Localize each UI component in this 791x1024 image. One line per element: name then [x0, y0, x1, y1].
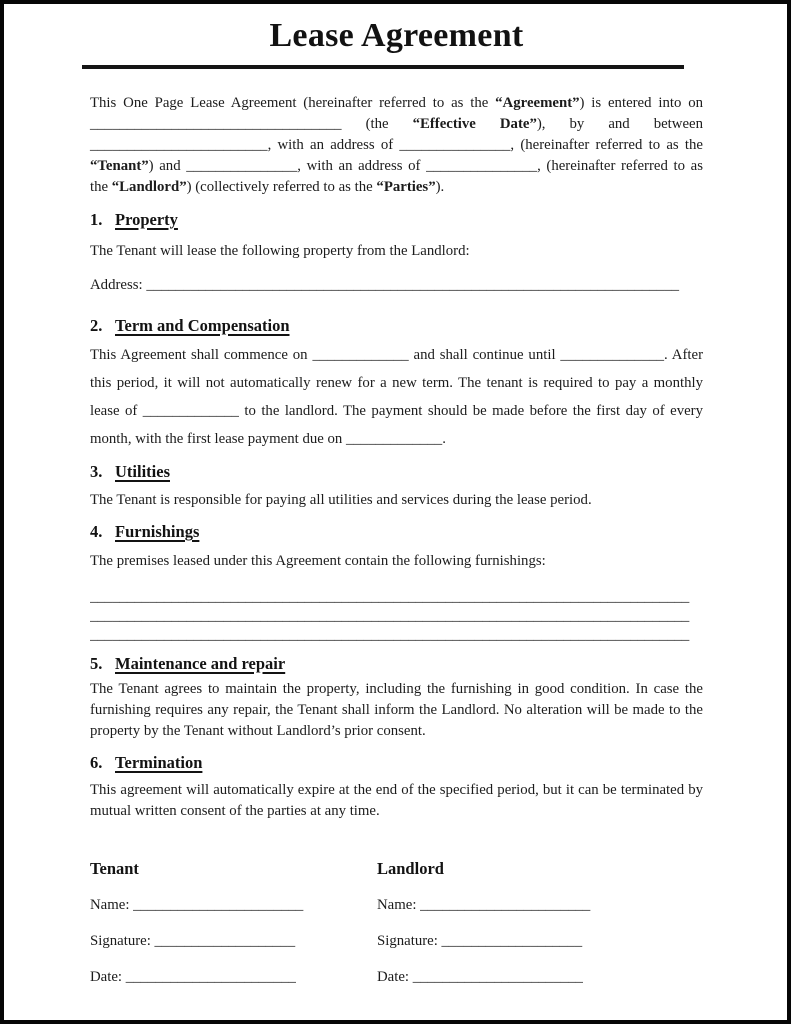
furnishings-blank-line: _________________________________________________________________________________: [90, 627, 690, 643]
address-blank: ________________________________________________________________________: [146, 277, 679, 293]
section-number: 3.: [90, 462, 103, 481]
signature-label: Signature:: [90, 933, 151, 949]
landlord-signature-row: [377, 931, 664, 952]
signature-blank: ___________________: [154, 933, 296, 949]
section-property-body: The Tenant will lease the following property from the Landlord:: [90, 243, 470, 259]
landlord-date-row: [377, 967, 664, 988]
section-furnishings: [90, 521, 703, 645]
section-number: 5.: [90, 654, 103, 673]
section-term-heading: [90, 315, 703, 337]
signature-label: Signature:: [377, 933, 438, 949]
section-termination: [90, 752, 703, 822]
section-heading-text: Furnishings: [115, 522, 200, 541]
furnishings-blank-line: _________________________________________________________________________________: [90, 608, 690, 624]
name-label: Name:: [90, 897, 130, 913]
section-heading-text: Utilities: [115, 462, 170, 481]
section-property-heading: [90, 209, 703, 231]
section-termination-body: This agreement will automatically expire at the end of the specified period, but it can be terminated by mutual written consent of the parties at any time.: [90, 782, 703, 819]
section-number: 1.: [90, 210, 103, 229]
signature-blank: ___________________: [441, 933, 583, 949]
section-heading-text: Term and Compensation: [115, 316, 290, 335]
signature-column-tenant: [90, 858, 377, 988]
section-number: 4.: [90, 522, 103, 541]
furnishings-blank-line: _________________________________________________________________________________: [90, 589, 690, 605]
tenant-signature-row: [90, 931, 377, 952]
furnishings-blank-lines: [90, 588, 703, 645]
title-divider: [82, 65, 684, 69]
tenant-heading: Tenant: [90, 859, 139, 878]
date-label: Date:: [377, 969, 410, 985]
landlord-heading: Landlord: [377, 859, 444, 878]
date-label: Date:: [90, 969, 123, 985]
section-maintenance-heading: [90, 653, 703, 675]
landlord-name-row: [377, 895, 664, 916]
section-utilities-body: The Tenant is responsible for paying all utilities and services during the lease period.: [90, 492, 592, 508]
section-number: 2.: [90, 316, 103, 335]
signature-block: [90, 858, 703, 988]
tenant-date-row: [90, 967, 377, 988]
section-maintenance-body: The Tenant agrees to maintain the property, including the furnishing in good condition. In case the furnishing requires any repair, the Tenant shall inform the Landlord. No alteration will be made to the property by the Tenant without Landlord’s prior consent.: [90, 681, 703, 739]
address-line: [90, 275, 703, 296]
section-furnishings-heading: [90, 521, 703, 543]
date-blank: _______________________: [125, 969, 296, 985]
section-term-and-compensation: [90, 315, 703, 453]
section-heading-text: Maintenance and repair: [115, 654, 286, 673]
section-heading-text: Termination: [115, 753, 203, 772]
tenant-name-row: [90, 895, 377, 916]
section-heading-text: Property: [115, 210, 178, 229]
section-furnishings-body: The premises leased under this Agreement contain the following furnishings:: [90, 553, 546, 569]
section-maintenance-and-repair: [90, 653, 703, 742]
section-property: [90, 209, 703, 296]
section-termination-heading: [90, 752, 703, 774]
page-title: Lease Agreement: [269, 17, 524, 54]
intro-paragraph: This One Page Lease Agreement (hereinafter referred to as the “Agreement”) is entered into on __________________________________ (the “Effective Date”), by and between ________________________, with an address of _______________, (hereinafter referred to as the “Tenant”) and _______________, with an address of _______________, (hereinafter referred to as the “Landlord”) (collectively referred to as the “Parties”).: [90, 95, 703, 195]
section-number: 6.: [90, 753, 103, 772]
section-utilities-heading: [90, 461, 703, 483]
section-utilities: [90, 461, 703, 511]
name-blank: _______________________: [133, 897, 304, 913]
section-term-body: This Agreement shall commence on _____________ and shall continue until ______________. After this period, it will not automatically renew for a new term. The tenant is required to pay a monthly lease of _____________ to the landlord. The payment should be made before the first day of every month, with the first lease payment due on _____________.: [90, 347, 703, 447]
address-label: Address:: [90, 277, 143, 293]
name-blank: _______________________: [420, 897, 591, 913]
signature-column-landlord: [377, 858, 664, 988]
date-blank: _______________________: [412, 969, 583, 985]
name-label: Name:: [377, 897, 417, 913]
